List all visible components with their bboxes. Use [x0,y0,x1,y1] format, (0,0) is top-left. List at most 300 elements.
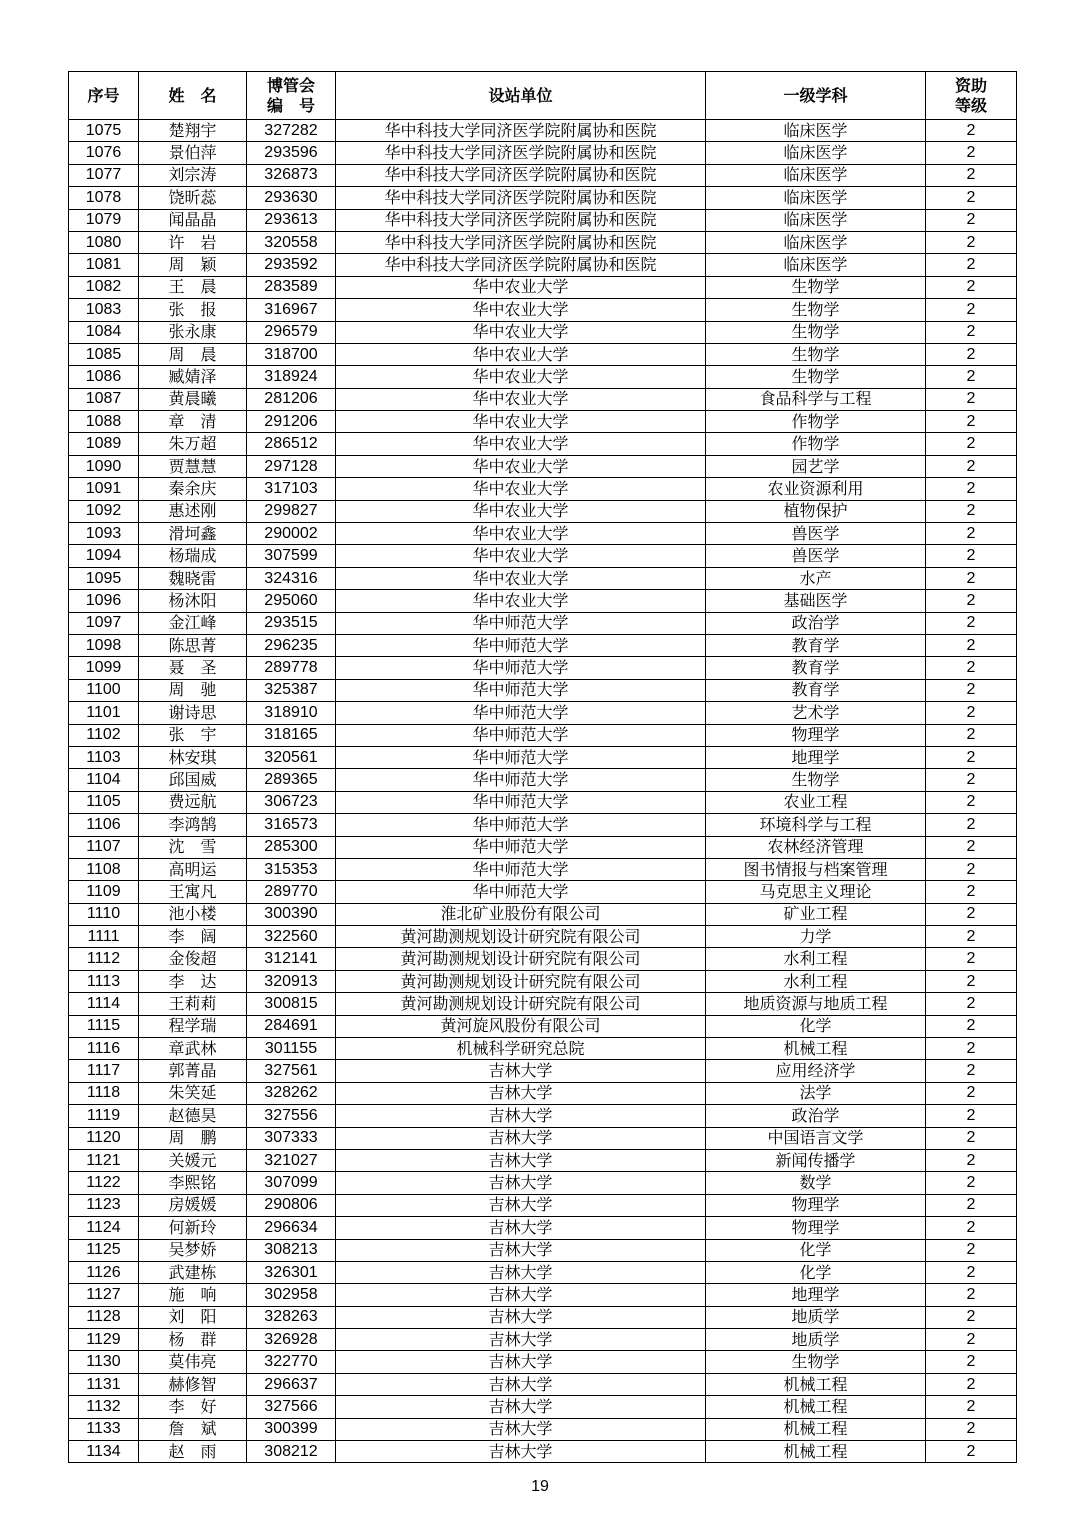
cell-level: 2 [926,1441,1017,1463]
cell-level: 2 [926,858,1017,880]
table-row [69,724,1017,746]
cell-name: 周 晨 [139,343,247,365]
cell-subject: 矿业工程 [706,903,926,925]
table-row [69,1105,1017,1127]
cell-name: 池小楼 [139,903,247,925]
cell-unit: 吉林大学 [336,1261,706,1283]
cell-name: 施 响 [139,1284,247,1306]
cell-seq: 1096 [69,590,139,612]
cell-code: 324316 [247,567,336,589]
cell-name: 许 岩 [139,231,247,253]
cell-seq: 1090 [69,455,139,477]
cell-seq: 1114 [69,993,139,1015]
cell-unit: 华中农业大学 [336,545,706,567]
cell-name: 刘宗涛 [139,164,247,186]
cell-seq: 1124 [69,1217,139,1239]
cell-subject: 法学 [706,1082,926,1104]
cell-code: 327282 [247,120,336,142]
cell-subject: 机械工程 [706,1038,926,1060]
cell-unit: 黄河勘测规划设计研究院有限公司 [336,926,706,948]
cell-level: 2 [926,321,1017,343]
cell-level: 2 [926,1105,1017,1127]
cell-unit: 吉林大学 [336,1306,706,1328]
cell-seq: 1127 [69,1284,139,1306]
cell-unit: 黄河勘测规划设计研究院有限公司 [336,948,706,970]
cell-level: 2 [926,1127,1017,1149]
cell-unit: 黄河勘测规划设计研究院有限公司 [336,970,706,992]
cell-name: 房媛媛 [139,1194,247,1216]
table-row [69,142,1017,164]
cell-seq: 1113 [69,970,139,992]
table-row [69,1127,1017,1149]
cell-name: 金俊超 [139,948,247,970]
table-row [69,948,1017,970]
cell-name: 章 清 [139,411,247,433]
cell-subject: 农业工程 [706,791,926,813]
cell-subject: 农林经济管理 [706,836,926,858]
cell-level: 2 [926,590,1017,612]
cell-code: 296637 [247,1373,336,1395]
cell-unit: 吉林大学 [336,1060,706,1082]
cell-name: 张永康 [139,321,247,343]
table-row [69,1172,1017,1194]
cell-code: 293596 [247,142,336,164]
cell-level: 2 [926,948,1017,970]
cell-name: 陈思菁 [139,634,247,656]
cell-code: 300390 [247,903,336,925]
cell-unit: 华中农业大学 [336,343,706,365]
cell-name: 林安琪 [139,746,247,768]
cell-name: 王莉莉 [139,993,247,1015]
cell-subject: 地质资源与地质工程 [706,993,926,1015]
cell-code: 290806 [247,1194,336,1216]
cell-subject: 临床医学 [706,209,926,231]
cell-name: 黄晨曦 [139,388,247,410]
cell-code: 326928 [247,1329,336,1351]
cell-name: 贾慧慧 [139,455,247,477]
cell-code: 289770 [247,881,336,903]
cell-subject: 化学 [706,1239,926,1261]
cell-code: 312141 [247,948,336,970]
cell-name: 杨瑞成 [139,545,247,567]
header-code-line1: 博管会 [266,75,315,95]
cell-code: 293515 [247,612,336,634]
cell-subject: 水利工程 [706,970,926,992]
table-row [69,1194,1017,1216]
table-row [69,746,1017,768]
cell-level: 2 [926,545,1017,567]
cell-level: 2 [926,567,1017,589]
cell-subject: 马克思主义理论 [706,881,926,903]
cell-subject: 水产 [706,567,926,589]
cell-seq: 1118 [69,1082,139,1104]
cell-level: 2 [926,366,1017,388]
cell-unit: 华中师范大学 [336,881,706,903]
cell-name: 周 鹏 [139,1127,247,1149]
cell-subject: 新闻传播学 [706,1149,926,1171]
cell-level: 2 [926,231,1017,253]
cell-name: 金江峰 [139,612,247,634]
cell-subject: 机械工程 [706,1441,926,1463]
cell-code: 296235 [247,634,336,656]
cell-unit: 华中科技大学同济医学院附属协和医院 [336,254,706,276]
cell-level: 2 [926,1194,1017,1216]
cell-code: 286512 [247,433,336,455]
cell-seq: 1115 [69,1015,139,1037]
cell-level: 2 [926,903,1017,925]
cell-seq: 1076 [69,142,139,164]
cell-name: 莫伟亮 [139,1351,247,1373]
cell-seq: 1087 [69,388,139,410]
table-row [69,523,1017,545]
cell-level: 2 [926,1396,1017,1418]
cell-seq: 1089 [69,433,139,455]
cell-unit: 华中师范大学 [336,814,706,836]
cell-subject: 临床医学 [706,254,926,276]
table-row [69,433,1017,455]
cell-subject: 生物学 [706,276,926,298]
table-row [69,321,1017,343]
table-row [69,881,1017,903]
cell-subject: 化学 [706,1261,926,1283]
cell-code: 281206 [247,388,336,410]
cell-name: 朱万超 [139,433,247,455]
cell-subject: 农业资源利用 [706,478,926,500]
cell-seq: 1132 [69,1396,139,1418]
cell-seq: 1121 [69,1149,139,1171]
cell-subject: 地理学 [706,1284,926,1306]
cell-subject: 物理学 [706,724,926,746]
cell-level: 2 [926,1373,1017,1395]
cell-level: 2 [926,1284,1017,1306]
cell-unit: 华中师范大学 [336,746,706,768]
cell-seq: 1088 [69,411,139,433]
cell-code: 308213 [247,1239,336,1261]
table-row [69,209,1017,231]
cell-unit: 华中农业大学 [336,321,706,343]
table-row [69,634,1017,656]
header-subject: 一级学科 [706,72,926,120]
table-row [69,478,1017,500]
cell-subject: 生物学 [706,366,926,388]
cell-subject: 应用经济学 [706,1060,926,1082]
cell-subject: 生物学 [706,343,926,365]
cell-name: 朱笑延 [139,1082,247,1104]
table-row [69,590,1017,612]
cell-name: 武建栋 [139,1261,247,1283]
cell-code: 306723 [247,791,336,813]
cell-name: 何新玲 [139,1217,247,1239]
cell-code: 327561 [247,1060,336,1082]
cell-level: 2 [926,411,1017,433]
cell-code: 285300 [247,836,336,858]
cell-subject: 数学 [706,1172,926,1194]
cell-level: 2 [926,164,1017,186]
table-row [69,1306,1017,1328]
table-row [69,254,1017,276]
cell-seq: 1081 [69,254,139,276]
cell-unit: 吉林大学 [336,1149,706,1171]
header-name: 姓 名 [139,72,247,120]
cell-unit: 华中师范大学 [336,791,706,813]
cell-unit: 华中科技大学同济医学院附属协和医院 [336,231,706,253]
cell-code: 307599 [247,545,336,567]
cell-name: 费远航 [139,791,247,813]
table-row [69,500,1017,522]
cell-level: 2 [926,1082,1017,1104]
cell-unit: 华中农业大学 [336,590,706,612]
cell-seq: 1093 [69,523,139,545]
cell-subject: 物理学 [706,1194,926,1216]
table-row [69,231,1017,253]
header-unit: 设站单位 [336,72,706,120]
cell-unit: 华中农业大学 [336,500,706,522]
table-row [69,679,1017,701]
table-row [69,1329,1017,1351]
cell-code: 327566 [247,1396,336,1418]
cell-code: 296634 [247,1217,336,1239]
cell-seq: 1110 [69,903,139,925]
cell-seq: 1075 [69,120,139,142]
cell-unit: 华中师范大学 [336,724,706,746]
cell-code: 316967 [247,299,336,321]
cell-unit: 华中师范大学 [336,679,706,701]
cell-level: 2 [926,634,1017,656]
cell-seq: 1105 [69,791,139,813]
cell-code: 289778 [247,657,336,679]
cell-unit: 吉林大学 [336,1284,706,1306]
cell-seq: 1094 [69,545,139,567]
table-row [69,1396,1017,1418]
cell-name: 张 报 [139,299,247,321]
cell-level: 2 [926,299,1017,321]
cell-unit: 华中农业大学 [336,299,706,321]
table-row [69,1217,1017,1239]
cell-seq: 1123 [69,1194,139,1216]
table-row [69,702,1017,724]
cell-level: 2 [926,769,1017,791]
cell-seq: 1098 [69,634,139,656]
cell-name: 李 阔 [139,926,247,948]
cell-code: 307099 [247,1172,336,1194]
cell-name: 李 好 [139,1396,247,1418]
cell-seq: 1122 [69,1172,139,1194]
table-row [69,1082,1017,1104]
cell-name: 郭菁晶 [139,1060,247,1082]
cell-subject: 临床医学 [706,120,926,142]
cell-name: 赵 雨 [139,1441,247,1463]
cell-subject: 水利工程 [706,948,926,970]
cell-seq: 1133 [69,1418,139,1440]
cell-seq: 1101 [69,702,139,724]
table-row [69,545,1017,567]
table-row [69,388,1017,410]
cell-code: 293592 [247,254,336,276]
cell-level: 2 [926,814,1017,836]
cell-seq: 1107 [69,836,139,858]
cell-name: 臧婧泽 [139,366,247,388]
cell-seq: 1084 [69,321,139,343]
cell-name: 谢诗思 [139,702,247,724]
cell-name: 杨沐阳 [139,590,247,612]
cell-seq: 1085 [69,343,139,365]
cell-code: 295060 [247,590,336,612]
cell-code: 283589 [247,276,336,298]
cell-code: 289365 [247,769,336,791]
cell-code: 293630 [247,187,336,209]
cell-unit: 华中农业大学 [336,478,706,500]
cell-level: 2 [926,1149,1017,1171]
cell-unit: 吉林大学 [336,1396,706,1418]
cell-code: 291206 [247,411,336,433]
cell-code: 320913 [247,970,336,992]
cell-name: 关媛元 [139,1149,247,1171]
cell-code: 297128 [247,455,336,477]
cell-name: 邱国威 [139,769,247,791]
cell-subject: 政治学 [706,612,926,634]
cell-code: 299827 [247,500,336,522]
cell-level: 2 [926,433,1017,455]
cell-code: 321027 [247,1149,336,1171]
cell-level: 2 [926,187,1017,209]
table-row [69,1373,1017,1395]
cell-code: 318924 [247,366,336,388]
table-row [69,276,1017,298]
cell-name: 詹 斌 [139,1418,247,1440]
cell-subject: 生物学 [706,769,926,791]
postdoc-funding-table [68,71,1017,1463]
cell-subject: 基础医学 [706,590,926,612]
cell-subject: 生物学 [706,321,926,343]
cell-name: 刘 阳 [139,1306,247,1328]
cell-subject: 植物保护 [706,500,926,522]
cell-name: 魏晓雷 [139,567,247,589]
cell-level: 2 [926,142,1017,164]
cell-seq: 1129 [69,1329,139,1351]
cell-level: 2 [926,209,1017,231]
cell-seq: 1131 [69,1373,139,1395]
cell-seq: 1097 [69,612,139,634]
cell-subject: 图书情报与档案管理 [706,858,926,880]
cell-subject: 作物学 [706,433,926,455]
cell-code: 290002 [247,523,336,545]
cell-level: 2 [926,120,1017,142]
cell-name: 饶昕蕊 [139,187,247,209]
table-row [69,657,1017,679]
cell-code: 326873 [247,164,336,186]
cell-level: 2 [926,657,1017,679]
cell-subject: 生物学 [706,1351,926,1373]
cell-subject: 作物学 [706,411,926,433]
cell-subject: 机械工程 [706,1396,926,1418]
cell-level: 2 [926,388,1017,410]
cell-code: 307333 [247,1127,336,1149]
cell-level: 2 [926,1239,1017,1261]
cell-seq: 1116 [69,1038,139,1060]
cell-seq: 1099 [69,657,139,679]
header-code-line2: 编 号 [266,95,315,115]
cell-subject: 机械工程 [706,1418,926,1440]
cell-code: 296579 [247,321,336,343]
cell-name: 李 达 [139,970,247,992]
header-level-line2: 等级 [954,95,987,115]
table-row [69,1351,1017,1373]
cell-seq: 1117 [69,1060,139,1082]
table-row [69,164,1017,186]
cell-unit: 华中师范大学 [336,836,706,858]
cell-level: 2 [926,836,1017,858]
cell-subject: 地质学 [706,1306,926,1328]
cell-level: 2 [926,1217,1017,1239]
cell-level: 2 [926,254,1017,276]
table-row [69,343,1017,365]
cell-seq: 1080 [69,231,139,253]
cell-code: 327556 [247,1105,336,1127]
cell-code: 293613 [247,209,336,231]
cell-name: 景伯萍 [139,142,247,164]
cell-level: 2 [926,791,1017,813]
cell-name: 李熙铭 [139,1172,247,1194]
cell-level: 2 [926,276,1017,298]
cell-level: 2 [926,455,1017,477]
cell-code: 322560 [247,926,336,948]
cell-subject: 兽医学 [706,523,926,545]
cell-seq: 1128 [69,1306,139,1328]
page-number: 19 [531,1478,549,1495]
cell-code: 328262 [247,1082,336,1104]
table-row [69,791,1017,813]
cell-subject: 教育学 [706,679,926,701]
cell-seq: 1134 [69,1441,139,1463]
cell-seq: 1106 [69,814,139,836]
cell-level: 2 [926,523,1017,545]
table-row [69,1060,1017,1082]
cell-level: 2 [926,993,1017,1015]
cell-code: 284691 [247,1015,336,1037]
cell-code: 322770 [247,1351,336,1373]
table-row [69,926,1017,948]
cell-subject: 临床医学 [706,231,926,253]
table-row [69,455,1017,477]
cell-level: 2 [926,1306,1017,1328]
table-row [69,858,1017,880]
header-code [247,72,336,120]
cell-name: 程学瑞 [139,1015,247,1037]
header-level [926,72,1017,120]
cell-level: 2 [926,478,1017,500]
cell-code: 316573 [247,814,336,836]
table-row [69,1418,1017,1440]
cell-code: 318910 [247,702,336,724]
cell-seq: 1092 [69,500,139,522]
cell-unit: 华中农业大学 [336,433,706,455]
cell-level: 2 [926,343,1017,365]
cell-unit: 华中农业大学 [336,388,706,410]
cell-level: 2 [926,1060,1017,1082]
table-row [69,993,1017,1015]
table-row [69,299,1017,321]
table-row [69,1038,1017,1060]
header-level-line1: 资助 [954,75,987,95]
cell-name: 杨 群 [139,1329,247,1351]
cell-name: 聂 圣 [139,657,247,679]
cell-unit: 吉林大学 [336,1105,706,1127]
cell-subject: 临床医学 [706,142,926,164]
cell-subject: 政治学 [706,1105,926,1127]
cell-name: 楚翔宇 [139,120,247,142]
cell-unit: 华中农业大学 [336,455,706,477]
table-row [69,1441,1017,1463]
